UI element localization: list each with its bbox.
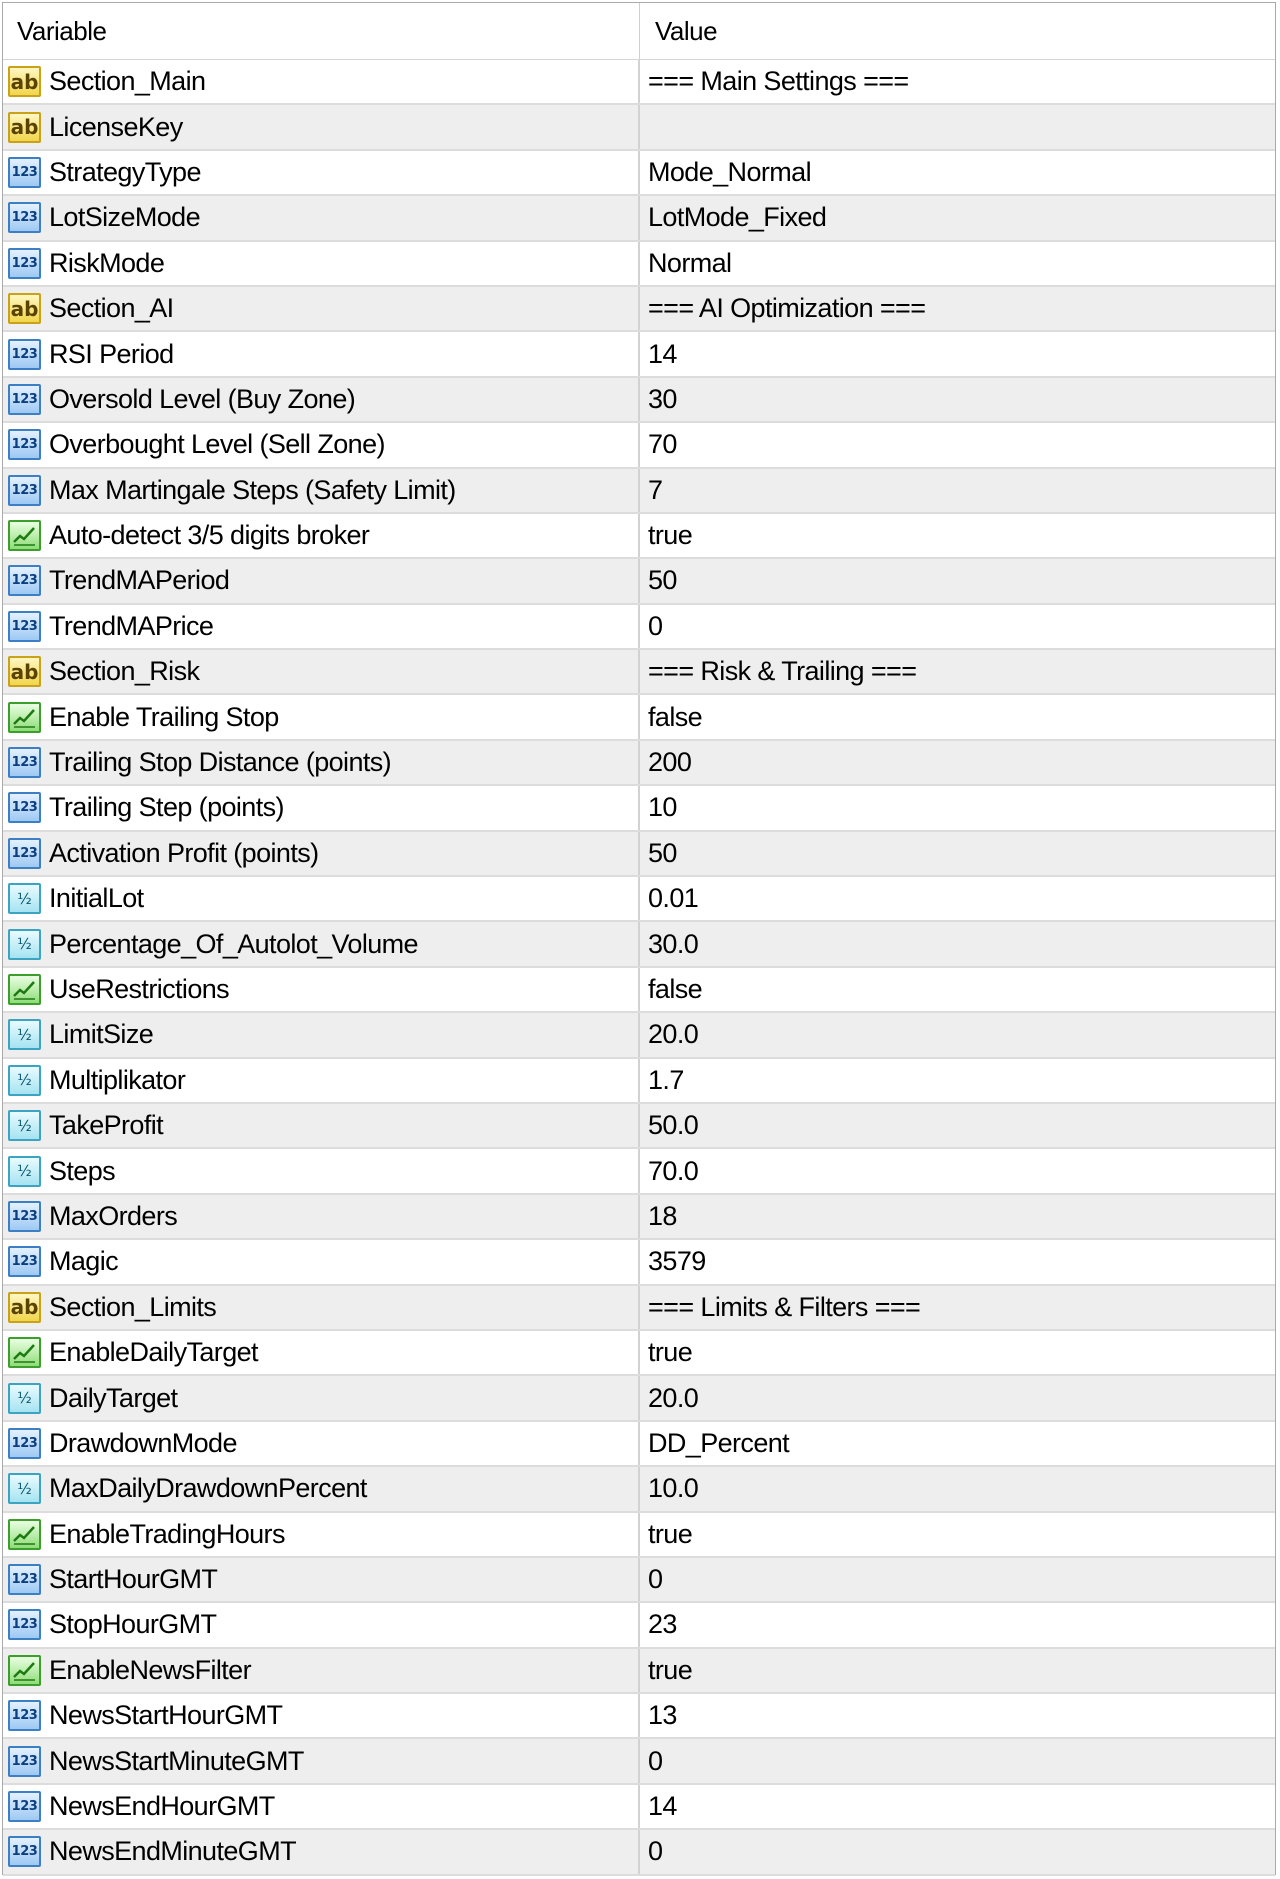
- variable-cell[interactable]: [3, 559, 640, 602]
- table-row[interactable]: [3, 1558, 1275, 1603]
- variable-value: true: [648, 1518, 693, 1549]
- table-row[interactable]: [3, 1195, 1275, 1240]
- table-row[interactable]: [3, 196, 1275, 241]
- value-cell[interactable]: [640, 105, 1275, 148]
- variable-name: Section_Risk: [49, 656, 200, 687]
- variable-name: LimitSize: [49, 1019, 154, 1050]
- variable-value: false: [648, 974, 703, 1004]
- integer-type-icon: 123: [8, 792, 41, 823]
- variable-name: Multiplikator: [49, 1064, 186, 1095]
- variable-value: true: [648, 520, 693, 551]
- string-type-icon: ab: [8, 112, 41, 143]
- variable-name: StartHourGMT: [49, 1564, 218, 1595]
- variable-value: 20.0: [648, 1382, 699, 1413]
- double-type-icon: ½: [8, 929, 41, 960]
- variable-cell[interactable]: [3, 1422, 640, 1465]
- bool-type-icon: [8, 974, 41, 1005]
- variable-cell[interactable]: [3, 1603, 640, 1646]
- table-row[interactable]: [3, 1739, 1275, 1784]
- variable-name: Auto-detect 3/5 digits broker: [49, 520, 370, 551]
- table-row[interactable]: [3, 469, 1275, 514]
- variable-value: 14: [648, 1791, 677, 1822]
- integer-type-icon: 123: [8, 339, 41, 370]
- value-cell[interactable]: [640, 242, 1275, 285]
- table-row[interactable]: [3, 877, 1275, 922]
- variable-value: Normal: [648, 247, 732, 278]
- table-row[interactable]: [3, 968, 1275, 1013]
- variable-cell[interactable]: [3, 605, 640, 648]
- variable-value: 23: [648, 1609, 677, 1640]
- value-cell[interactable]: [640, 832, 1275, 875]
- integer-type-icon: 123: [8, 384, 41, 415]
- table-row[interactable]: [3, 832, 1275, 877]
- variable-cell[interactable]: [3, 514, 640, 557]
- string-type-icon: ab: [8, 293, 41, 324]
- variable-cell[interactable]: [3, 60, 640, 103]
- variable-cell[interactable]: [3, 1331, 640, 1374]
- variable-cell[interactable]: [3, 332, 640, 375]
- variable-name: MaxOrders: [49, 1200, 178, 1231]
- bool-type-icon: [8, 520, 41, 551]
- integer-type-icon: 123: [8, 1609, 41, 1640]
- value-cell[interactable]: [640, 741, 1275, 784]
- variable-value: Mode_Normal: [648, 156, 811, 187]
- variable-name: NewsStartHourGMT: [49, 1700, 283, 1731]
- table-row[interactable]: [3, 1422, 1275, 1467]
- value-cell[interactable]: [640, 1149, 1275, 1192]
- variable-cell[interactable]: [3, 877, 640, 920]
- variable-name: Steps: [49, 1155, 116, 1186]
- variable-value: 70.0: [648, 1155, 699, 1186]
- variable-cell[interactable]: [3, 287, 640, 330]
- double-type-icon: ½: [8, 883, 41, 914]
- table-row[interactable]: [3, 1013, 1275, 1058]
- variable-name: RSI Period: [49, 338, 174, 369]
- table-row[interactable]: [3, 105, 1275, 150]
- variable-name: InitialLot: [49, 883, 144, 914]
- variable-value: true: [648, 1654, 693, 1685]
- integer-type-icon: 123: [8, 1428, 41, 1459]
- table-row[interactable]: [3, 1059, 1275, 1104]
- value-cell[interactable]: [640, 1558, 1275, 1601]
- table-row[interactable]: [3, 786, 1275, 831]
- variable-name: Enable Trailing Stop: [49, 701, 279, 732]
- variable-value: 30: [648, 383, 677, 414]
- variable-value: 30.0: [648, 928, 699, 959]
- integer-type-icon: 123: [8, 611, 41, 642]
- variable-name: Max Martingale Steps (Safety Limit): [49, 474, 456, 505]
- table-row[interactable]: [3, 514, 1275, 559]
- variable-value: 200: [648, 747, 692, 778]
- variable-name: Percentage_Of_Autolot_Volume: [49, 928, 418, 959]
- integer-type-icon: 123: [8, 1836, 41, 1867]
- integer-type-icon: 123: [8, 1201, 41, 1232]
- table-row[interactable]: [3, 1649, 1275, 1694]
- table-row[interactable]: [3, 151, 1275, 196]
- bool-type-icon: [8, 1337, 41, 1368]
- integer-type-icon: 123: [8, 1746, 41, 1777]
- string-type-icon: ab: [8, 1292, 41, 1323]
- variable-name: NewsStartMinuteGMT: [49, 1745, 304, 1776]
- table-row[interactable]: [3, 559, 1275, 604]
- variable-cell[interactable]: [3, 1286, 640, 1329]
- variable-value: DD_Percent: [648, 1427, 790, 1458]
- variable-value: 10: [648, 792, 677, 823]
- value-cell[interactable]: [640, 1694, 1275, 1737]
- table-row[interactable]: [3, 605, 1275, 650]
- variable-name: TrendMAPeriod: [49, 565, 230, 596]
- variable-cell[interactable]: [3, 1376, 640, 1419]
- integer-type-icon: 123: [8, 248, 41, 279]
- variable-cell[interactable]: [3, 1195, 640, 1238]
- variable-cell[interactable]: [3, 1694, 640, 1737]
- variable-name: EnableNewsFilter: [49, 1654, 251, 1685]
- variable-value: 7: [648, 474, 663, 505]
- variable-value: === Limits & Filters ===: [648, 1291, 921, 1322]
- variable-name: Oversold Level (Buy Zone): [49, 383, 356, 414]
- grid-header: [3, 3, 1275, 60]
- value-cell[interactable]: [640, 968, 1275, 1011]
- variable-cell[interactable]: [3, 650, 640, 693]
- variable-cell[interactable]: [3, 1013, 640, 1056]
- variable-value: === AI Optimization ===: [648, 293, 926, 324]
- variable-name: Activation Profit (points): [49, 837, 319, 868]
- table-row[interactable]: [3, 1149, 1275, 1194]
- column-header-variable[interactable]: Variable: [3, 3, 640, 59]
- variable-name: Section_Limits: [49, 1291, 217, 1322]
- variable-name: DrawdownMode: [49, 1427, 237, 1458]
- variable-name: StrategyType: [49, 156, 201, 187]
- table-row[interactable]: [3, 1513, 1275, 1558]
- value-cell[interactable]: [640, 1195, 1275, 1238]
- variable-value: 0: [648, 1564, 663, 1595]
- variable-cell[interactable]: [3, 741, 640, 784]
- variable-value: 3579: [648, 1246, 706, 1277]
- inputs-grid: [2, 2, 1276, 1875]
- variable-cell[interactable]: [3, 105, 640, 148]
- variable-value: true: [648, 1337, 693, 1368]
- table-row[interactable]: [3, 423, 1275, 468]
- double-type-icon: ½: [8, 1019, 41, 1050]
- value-cell[interactable]: [640, 1603, 1275, 1646]
- variable-cell[interactable]: [3, 922, 640, 965]
- value-cell[interactable]: [640, 1739, 1275, 1782]
- variable-name: TrendMAPrice: [49, 610, 214, 641]
- value-cell[interactable]: [640, 469, 1275, 512]
- value-cell[interactable]: [640, 378, 1275, 421]
- table-row[interactable]: [3, 1376, 1275, 1421]
- integer-type-icon: 123: [8, 1564, 41, 1595]
- table-row[interactable]: [3, 1104, 1275, 1149]
- value-cell[interactable]: [640, 877, 1275, 920]
- value-cell[interactable]: [640, 650, 1275, 693]
- variable-cell[interactable]: [3, 1240, 640, 1283]
- table-row[interactable]: [3, 1785, 1275, 1830]
- variable-value: 50: [648, 565, 677, 596]
- value-cell[interactable]: [640, 605, 1275, 648]
- variable-name: EnableDailyTarget: [49, 1337, 258, 1368]
- parameter-rows: [3, 60, 1275, 1876]
- value-cell[interactable]: [640, 1422, 1275, 1465]
- value-cell[interactable]: [640, 287, 1275, 330]
- table-row[interactable]: [3, 332, 1275, 377]
- variable-value: 1.7: [648, 1064, 684, 1095]
- table-row[interactable]: [3, 242, 1275, 287]
- table-row[interactable]: [3, 378, 1275, 423]
- variable-name: StopHourGMT: [49, 1609, 217, 1640]
- value-cell[interactable]: [640, 1104, 1275, 1147]
- variable-value: 18: [648, 1200, 677, 1231]
- double-type-icon: ½: [8, 1156, 41, 1187]
- variable-value: 20.0: [648, 1019, 699, 1050]
- variable-cell[interactable]: [3, 196, 640, 239]
- table-row[interactable]: [3, 695, 1275, 740]
- value-cell[interactable]: [640, 1240, 1275, 1283]
- bool-type-icon: [8, 1655, 41, 1686]
- table-row[interactable]: [3, 922, 1275, 967]
- value-cell[interactable]: [640, 1013, 1275, 1056]
- double-type-icon: ½: [8, 1110, 41, 1141]
- integer-type-icon: 123: [8, 747, 41, 778]
- integer-type-icon: 123: [8, 838, 41, 869]
- variable-value: 50: [648, 837, 677, 868]
- table-row[interactable]: [3, 741, 1275, 786]
- variable-name: TakeProfit: [49, 1110, 164, 1141]
- table-row[interactable]: [3, 1603, 1275, 1648]
- variable-cell[interactable]: [3, 378, 640, 421]
- variable-name: Overbought Level (Sell Zone): [49, 429, 385, 460]
- value-cell[interactable]: [640, 1059, 1275, 1102]
- variable-value: === Main Settings ===: [648, 66, 909, 97]
- value-cell[interactable]: [640, 786, 1275, 829]
- integer-type-icon: 123: [8, 475, 41, 506]
- integer-type-icon: 123: [8, 202, 41, 233]
- table-row[interactable]: [3, 1694, 1275, 1739]
- variable-name: Section_Main: [49, 66, 206, 97]
- string-type-icon: ab: [8, 66, 41, 97]
- integer-type-icon: 123: [8, 429, 41, 460]
- value-cell[interactable]: [640, 196, 1275, 239]
- variable-value: false: [648, 701, 703, 732]
- column-header-value[interactable]: Value: [655, 16, 718, 46]
- variable-name: UseRestrictions: [49, 974, 230, 1004]
- table-row[interactable]: [3, 1467, 1275, 1512]
- value-cell[interactable]: [640, 922, 1275, 965]
- integer-type-icon: 123: [8, 1246, 41, 1277]
- variable-value: 70: [648, 429, 677, 460]
- variable-cell[interactable]: [3, 1739, 640, 1782]
- variable-name: RiskMode: [49, 247, 165, 278]
- value-cell[interactable]: [640, 1513, 1275, 1556]
- value-cell[interactable]: [640, 1331, 1275, 1374]
- table-row[interactable]: [3, 650, 1275, 695]
- value-cell[interactable]: [640, 151, 1275, 194]
- variable-cell[interactable]: [3, 786, 640, 829]
- table-row[interactable]: [3, 1240, 1275, 1285]
- variable-name: LotSizeMode: [49, 202, 200, 233]
- value-cell[interactable]: [640, 60, 1275, 103]
- variable-value: 50.0: [648, 1110, 699, 1141]
- value-cell[interactable]: [640, 1785, 1275, 1828]
- variable-cell[interactable]: [3, 695, 640, 738]
- value-cell[interactable]: [640, 332, 1275, 375]
- variable-name: LicenseKey: [49, 111, 183, 142]
- variable-value: 0: [648, 1836, 663, 1867]
- value-cell[interactable]: [640, 423, 1275, 466]
- table-row[interactable]: [3, 1286, 1275, 1331]
- variable-value: 10.0: [648, 1473, 699, 1504]
- variable-name: DailyTarget: [49, 1382, 178, 1413]
- variable-cell[interactable]: [3, 242, 640, 285]
- bool-type-icon: [8, 1519, 41, 1550]
- integer-type-icon: 123: [8, 1700, 41, 1731]
- integer-type-icon: 123: [8, 1791, 41, 1822]
- value-cell[interactable]: [640, 1376, 1275, 1419]
- value-cell[interactable]: [640, 1649, 1275, 1692]
- variable-value: 14: [648, 338, 677, 369]
- double-type-icon: ½: [8, 1065, 41, 1096]
- table-row[interactable]: [3, 287, 1275, 332]
- variable-cell[interactable]: [3, 469, 640, 512]
- double-type-icon: ½: [8, 1473, 41, 1504]
- value-cell[interactable]: [640, 1467, 1275, 1510]
- variable-value: LotMode_Fixed: [648, 202, 827, 233]
- variable-cell[interactable]: [3, 1149, 640, 1192]
- variable-cell[interactable]: [3, 1830, 640, 1873]
- bool-type-icon: [8, 702, 41, 733]
- variable-name: NewsEndHourGMT: [49, 1791, 275, 1822]
- variable-name: Trailing Stop Distance (points): [49, 747, 392, 778]
- variable-cell[interactable]: [3, 1104, 640, 1147]
- string-type-icon: ab: [8, 656, 41, 687]
- table-row[interactable]: [3, 1331, 1275, 1376]
- variable-value: === Risk & Trailing ===: [648, 656, 917, 687]
- variable-cell[interactable]: [3, 1785, 640, 1828]
- variable-value: 0.01: [648, 883, 699, 914]
- value-cell[interactable]: [640, 1830, 1275, 1873]
- variable-cell[interactable]: [3, 151, 640, 194]
- variable-name: Section_AI: [49, 293, 174, 324]
- variable-cell[interactable]: [3, 1059, 640, 1102]
- variable-cell[interactable]: [3, 1649, 640, 1692]
- variable-name: NewsEndMinuteGMT: [49, 1836, 296, 1867]
- variable-value: 13: [648, 1700, 677, 1731]
- variable-cell[interactable]: [3, 832, 640, 875]
- variable-name: Magic: [49, 1246, 119, 1277]
- variable-value: 0: [648, 1745, 663, 1776]
- variable-cell[interactable]: [3, 1467, 640, 1510]
- value-cell[interactable]: [640, 695, 1275, 738]
- variable-cell[interactable]: [3, 968, 640, 1011]
- value-cell[interactable]: [640, 559, 1275, 602]
- variable-cell[interactable]: [3, 1513, 640, 1556]
- variable-cell[interactable]: [3, 423, 640, 466]
- variable-value: 0: [648, 610, 663, 641]
- variable-cell[interactable]: [3, 1558, 640, 1601]
- integer-type-icon: 123: [8, 157, 41, 188]
- table-row[interactable]: [3, 60, 1275, 105]
- value-cell[interactable]: [640, 514, 1275, 557]
- integer-type-icon: 123: [8, 565, 41, 596]
- value-cell[interactable]: [640, 1286, 1275, 1329]
- table-row[interactable]: [3, 1830, 1275, 1875]
- variable-name: MaxDailyDrawdownPercent: [49, 1473, 367, 1504]
- double-type-icon: ½: [8, 1383, 41, 1414]
- variable-name: EnableTradingHours: [49, 1518, 285, 1549]
- variable-name: Trailing Step (points): [49, 792, 284, 823]
